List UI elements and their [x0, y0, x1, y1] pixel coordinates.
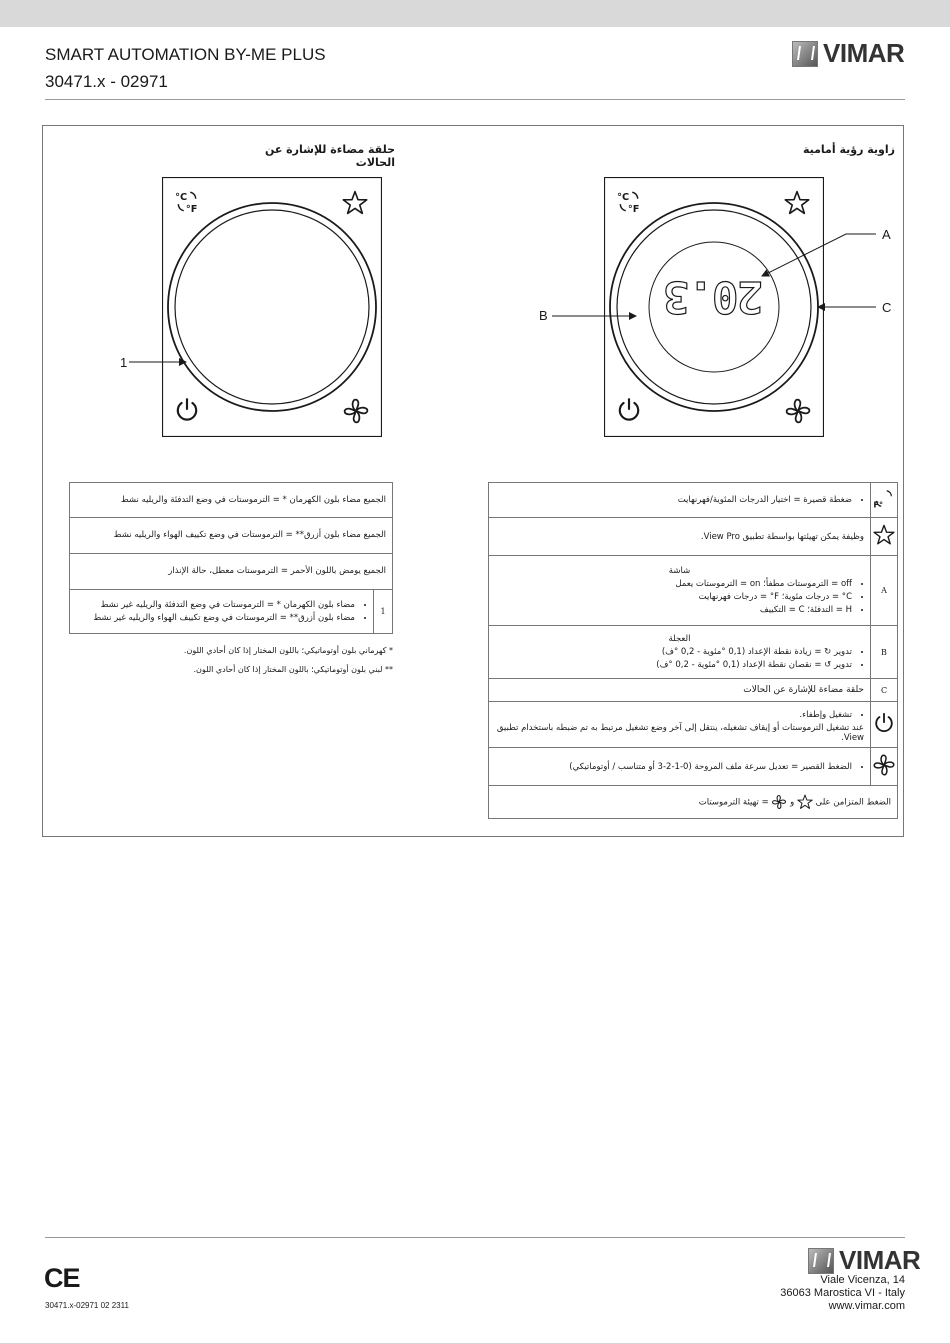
legend-a-item: • off = الترموستات مطفأ؛ on = الترموستات يعمل	[495, 579, 852, 589]
legend-b-item: • تدوير ↺ = نقصان نقطة الإعداد (0,1 °مئوية - 0,2 °ف)	[495, 660, 852, 670]
document-code: 30471.x-02971 02 2311	[45, 1301, 129, 1310]
status-row-number: 1	[374, 590, 393, 634]
document-title: SMART AUTOMATION BY-ME PLUS	[45, 45, 326, 64]
footer-divider	[45, 1237, 905, 1238]
vimar-logo-icon	[808, 1248, 834, 1274]
thermostat-display: 20.3	[665, 271, 763, 322]
celsius-fahrenheit-icon	[616, 189, 642, 215]
legend-power-text: عند تشغيل الترموستات أو إيقاف تشغيله، ينتقل إلى آخر وضع تشغيل مرتبط به تم ضبطه باستخدام تطبيق View.	[496, 722, 864, 743]
power-icon	[174, 397, 200, 423]
callout-label-c: C	[882, 300, 892, 315]
table-row	[489, 518, 898, 556]
status-ring-title: حلقة مضاءة للإشارة عن الحالات	[264, 143, 395, 169]
legend-star-text: وظيفة يمكن تهيئتها بواسطة تطبيق View Pro.	[489, 518, 871, 556]
celsius-fahrenheit-icon	[873, 488, 895, 510]
table-row	[489, 748, 898, 786]
legend-a-heading: شاشة	[668, 566, 691, 576]
star-icon	[873, 524, 895, 546]
callout-arrow-1	[128, 357, 198, 367]
top-bar	[0, 0, 950, 27]
table-row	[489, 702, 898, 748]
table-row	[489, 483, 898, 518]
address-line-2: 36063 Marostica VI - Italy	[780, 1287, 905, 1299]
company-address	[780, 1274, 905, 1313]
legend-fan-text: • الضغط القصير = تعديل سرعة ملف المروحة (0-1-2-3 أو متناسب / أوتوماتيكي)	[495, 762, 852, 772]
status-row-blue-inactive: • مضاء بلون أزرق** = الترموستات في وضع تكييف الهواء والريليه غير نشط	[76, 613, 355, 623]
table-row	[70, 554, 393, 590]
power-icon	[873, 712, 895, 734]
legend-power-item: • تشغيل وإطفاء.	[495, 710, 852, 720]
star-icon	[342, 190, 368, 216]
table-row	[70, 590, 393, 634]
table-row	[489, 679, 898, 702]
legend-a-item: • C° = درجات مئوية؛ F° = درجات فهرنهايت	[495, 592, 852, 602]
device-figure-front-view	[604, 177, 824, 437]
status-table	[69, 482, 393, 634]
status-row-blue-active: الجميع مضاء بلون أزرق** = الترموستات في وضع تكييف الهواء والريليه نشط	[70, 518, 393, 554]
legend-b-heading: العجلة	[668, 634, 691, 644]
legend-celsius-text: • ضغطة قصيرة = اختيار الدرجات المئوية/فهرنهايت	[495, 495, 852, 505]
star-icon	[784, 190, 810, 216]
ce-mark: CE	[44, 1263, 80, 1293]
vimar-logo-icon	[792, 41, 818, 67]
legend-combo-post: = تهيئة الترموستات	[698, 797, 769, 808]
status-row-red-alarm: الجميع يومض باللون الأحمر = الترموستات معطل، حالة الإنذار	[70, 554, 393, 590]
legend-c-text: حلقة مضاءة للإشارة عن الحالات	[489, 679, 871, 702]
address-line-1: Viale Vicenza, 14	[820, 1274, 905, 1286]
fan-icon	[342, 397, 370, 425]
vimar-logo-footer	[808, 1245, 920, 1276]
table-row	[70, 483, 393, 518]
header-divider	[45, 99, 905, 100]
product-code: 30471.x - 02971	[45, 72, 168, 91]
celsius-fahrenheit-icon	[174, 189, 200, 215]
legend-letter-b: B	[871, 626, 898, 679]
star-icon	[797, 794, 813, 810]
legend-letter-c: C	[871, 679, 898, 702]
table-row	[489, 786, 898, 819]
callout-label-a: A	[882, 227, 891, 242]
legend-b-item: • تدوير ↻ = زيادة نقطة الإعداد (0,1 °مئوية - 0,2 °ف)	[495, 647, 852, 657]
legend-table	[488, 482, 898, 819]
footnote-blue: ** لبني بلون أوتوماتيكي؛ باللون المختار إذا كان أحادي اللون.	[193, 665, 393, 674]
front-view-title: زاوية رؤية أمامية	[802, 143, 895, 156]
status-row-amber-active: الجميع مضاء بلون الكهرمان * = الترموستات في وضع التدفئة والريليه نشط	[70, 483, 393, 518]
vimar-logo-text: VIMAR	[839, 1245, 921, 1275]
legend-combo-mid: و	[790, 797, 795, 808]
table-row	[70, 518, 393, 554]
fan-icon	[784, 397, 812, 425]
table-row	[489, 556, 898, 626]
legend-letter-a: A	[871, 556, 898, 626]
callout-label-b: B	[539, 308, 548, 323]
legend-combo-pre: الضغط المتزامن على	[815, 797, 891, 808]
table-row	[489, 626, 898, 679]
fan-icon	[771, 794, 787, 810]
callout-label-1: 1	[120, 355, 128, 370]
device-figure-status-ring	[162, 177, 382, 437]
legend-a-item: • H = التدفئة؛ C = التكييف	[495, 605, 852, 615]
vimar-logo-text: VIMAR	[823, 38, 905, 68]
footnote-amber: * كهرماني بلون أوتوماتيكي؛ باللون المختار إذا كان أحادي اللون.	[183, 646, 393, 655]
power-icon	[616, 397, 642, 423]
status-row-amber-inactive: • مضاء بلون الكهرمان * = الترموستات في وضع التدفئة والريليه غير نشط	[76, 600, 355, 610]
fan-icon	[872, 753, 896, 777]
vimar-logo	[792, 38, 904, 69]
website-link[interactable]: www.vimar.com	[828, 1300, 905, 1312]
